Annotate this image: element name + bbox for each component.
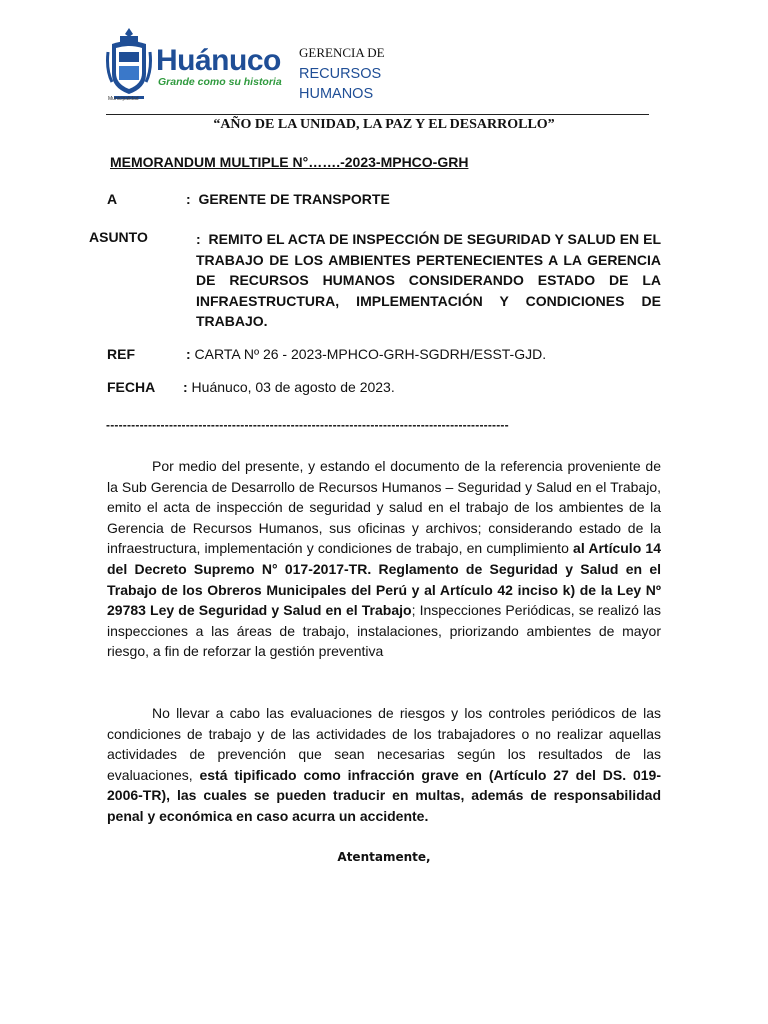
field-ref-colon: :: [186, 346, 191, 362]
header-rule: [106, 114, 649, 115]
p1-text-bold: al Artículo 14 del Decreto Supremo N° 017-2017-TR. Reglamento de Seguridad y Salud en el Trabajo de los Obreros Municipales del Perú y al Artículo 42 inciso k) de la Ley Nº 29783 Ley de Seguridad y Salud en el Trabajo: [107, 540, 661, 619]
field-ref-label: REF: [107, 346, 135, 362]
p1-text-a: Por medio del presente, y estando el documento de la referencia proveniente de la Sub Gerencia de Desarrollo de Recursos Humanos – Seguridad y Salud en el Trabajo, emito el acta de inspección de seguridad y salud en el trabajo de los ambientes de la Gerencia de Recursos Humanos, sus oficinas y archivos; considerando estado de la infraestructura, implementación y condiciones de trabajo, en cumplimiento: [107, 458, 661, 557]
body-paragraph-2: [107, 703, 661, 827]
logo-subtitle: Municipalidad: [108, 96, 139, 102]
field-asunto-value: : REMITO EL ACTA DE INSPECCIÓN DE SEGURIDAD Y SALUD EN EL TRABAJO DE LOS AMBIENTES PERTENECIENTES A LA GERENCIA DE RECURSOS HUMANOS CONSIDERANDO ESTADO DE LA INFRAESTRUCTURA, IMPLEMENTACIÓN Y CONDICIONES DE TRABAJO.: [196, 231, 665, 329]
p2-text-a: No llevar a cabo las evaluaciones de riesgos y los controles periódicos de las condiciones de trabajo y de las actividades de los trabajadores o no realizar aquellas actividades de prevención que sean necesarias según los resultados de las evaluaciones,: [107, 705, 661, 783]
closing-salutation: Atentamente,: [337, 850, 431, 864]
field-asunto-label: ASUNTO: [89, 229, 148, 245]
field-a-value: : GERENTE DE TRANSPORTE: [186, 191, 390, 207]
field-a-label: A: [107, 191, 118, 207]
separator-line: ------------------------------------------------------------------------------------------------: [106, 418, 509, 432]
field-ref-value: [186, 346, 546, 362]
field-fecha-value: [183, 379, 395, 395]
dept-prefix: GERENCIA DE: [299, 45, 385, 60]
field-fecha-label: FECHA: [107, 379, 156, 395]
logo-wordmark: Huánuco: [156, 44, 281, 77]
dept-name: [299, 64, 381, 104]
p2-text-bold: está tipificado como infracción grave en (Artículo 27 del DS. 019-2006-TR), las cuales se pueden traducir en multas, además de responsabilidad penal y económica en caso acurra un accidente.: [107, 766, 661, 824]
logo-tagline: Grande como su historia: [158, 76, 282, 88]
dept-name-line2: HUMANOS: [299, 86, 374, 102]
body-paragraph-1: [107, 456, 661, 662]
memo-title: MEMORANDUM MULTIPLE N°…….-2023-MPHCO-GRH: [110, 154, 469, 170]
dept-name-line1: RECURSOS: [299, 66, 382, 82]
field-ref-text: CARTA Nº 26 - 2023-MPHCO-GRH-SGDRH/ESST-GJD.: [190, 346, 547, 362]
p1-text-c: ; Inspecciones Periódicas, se realizó las inspecciones a las áreas de trabajo, instalaciones, priorizando ambientes de mayor riesgo, a fin de reforzar la gestión preventiva: [107, 602, 661, 660]
year-motto: “AÑO DE LA UNIDAD, LA PAZ Y EL DESARROLLO”: [213, 117, 555, 132]
field-fecha-text: Huánuco, 03 de agosto de 2023.: [187, 379, 395, 395]
field-fecha-colon: :: [183, 379, 188, 395]
